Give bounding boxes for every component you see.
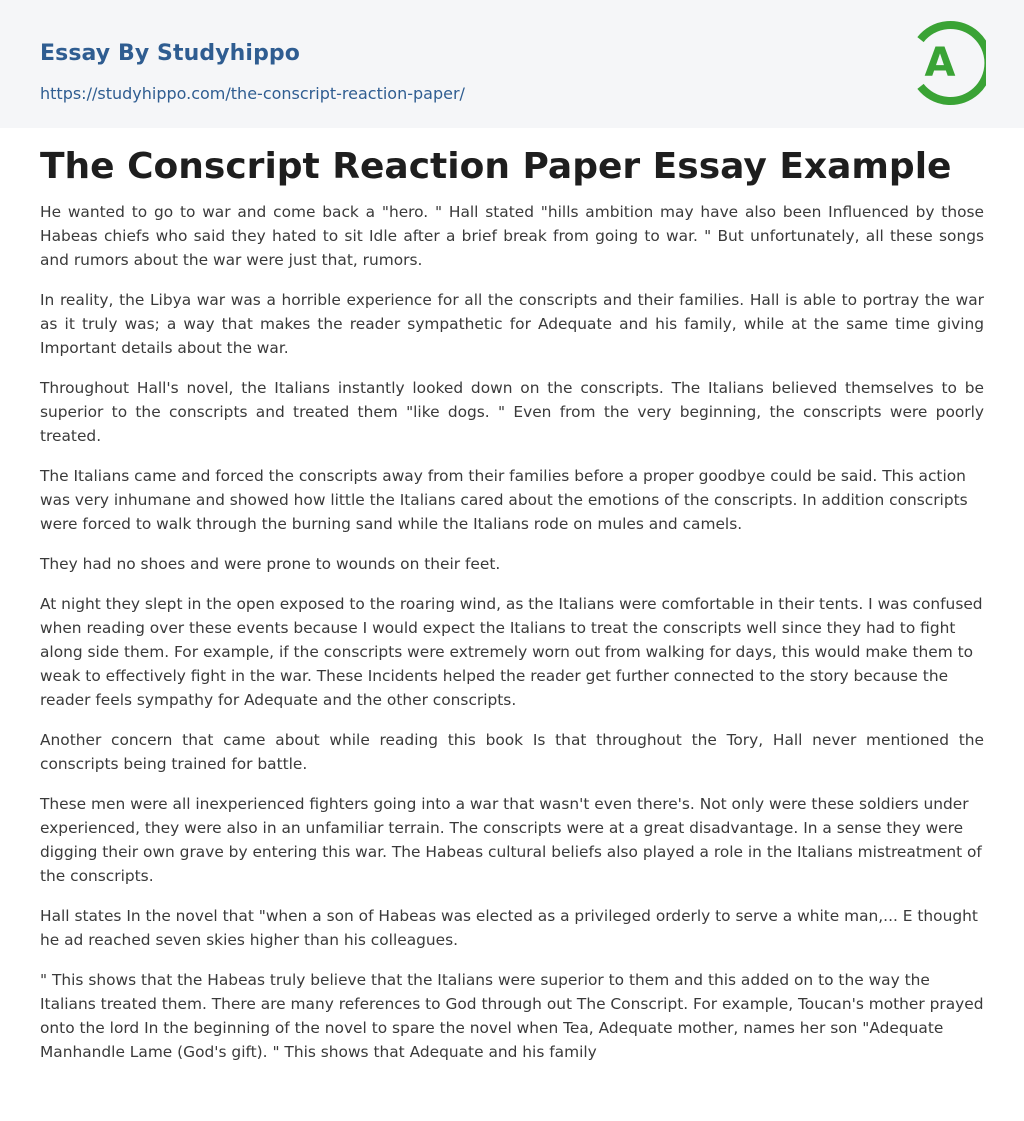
essay-paragraph: In reality, the Libya war was a horrible experience for all the conscripts and their families. Hall is able to portray the war as it truly was; a way that makes the reader sympathetic for Adequate and his family, while at the same time giving Important details about the war. — [40, 291, 984, 357]
site-header — [0, 0, 1024, 128]
essay-paragraph: Hall states In the novel that "when a son of Habeas was elected as a privileged orderly to serve a white man,... E thought he ad reached seven skies higher than his colleagues. — [40, 907, 978, 949]
essay-paragraph: These men were all inexperienced fighters going into a war that wasn't even there's. Not only were these soldiers under experienced, they were also in an unfamiliar terrain. The conscripts were at a great disadvantage. In a sense they were digging their own grave by entering this war. The Habeas cultural beliefs also played a role in the Italians mistreatment of the conscripts. — [40, 795, 982, 885]
essay-body — [40, 200, 984, 1080]
essay-paragraph: He wanted to go to war and come back a "hero. " Hall stated "hills ambition may have also been Influenced by those Habeas chiefs who said they hated to sit Idle after a brief break from going to war. " But unfortunately, all these songs and rumors about the war were just that, rumors. — [40, 203, 984, 269]
essay-paragraph: They had no shoes and were prone to wounds on their feet. — [40, 555, 501, 573]
logo-letter: A — [924, 40, 956, 86]
essay-paragraph: The Italians came and forced the conscripts away from their families before a proper goodbye could be said. This action was very inhumane and showed how little the Italians cared about the emotions of the conscripts. In addition conscripts were forced to walk through the burning sand while the Italians rode on mules and camels. — [40, 467, 968, 533]
studyhippo-logo-icon[interactable] — [912, 20, 986, 106]
essay-paragraph: At night they slept in the open exposed to the roaring wind, as the Italians were comfortable in their tents. I was confused when reading over these events because I would expect the Italians to treat the conscripts well since they had to fight along side them. For example, if the conscripts were extremely worn out from walking for days, this would make them to weak to effectively fight in the war. These Incidents helped the reader get further connected to the story because the reader feels sympathy for Adequate and the other conscripts. — [40, 595, 983, 709]
essay-paragraph: Throughout Hall's novel, the Italians instantly looked down on the conscripts. The Italians believed themselves to be superior to the conscripts and treated them "like dogs. " Even from the very beginning, the conscripts were poorly treated. — [40, 379, 984, 445]
site-brand[interactable]: Essay By Studyhippo — [40, 41, 300, 66]
essay-paragraph: Another concern that came about while reading this book Is that throughout the Tory, Hall never mentioned the conscripts being trained for battle. — [40, 731, 984, 773]
page-title: The Conscript Reaction Paper Essay Example — [40, 146, 952, 187]
source-url-link[interactable]: https://studyhippo.com/the-conscript-reaction-paper/ — [40, 84, 465, 103]
essay-paragraph: " This shows that the Habeas truly believe that the Italians were superior to them and this added on to the way the Italians treated them. There are many references to God through out The Conscript. For example, Toucan's mother prayed onto the lord In the beginning of the novel to spare the novel when Tea, Adequate mother, names her son "Adequate Manhandle Lame (God's gift). " This shows that Adequate and his family — [40, 971, 984, 1061]
